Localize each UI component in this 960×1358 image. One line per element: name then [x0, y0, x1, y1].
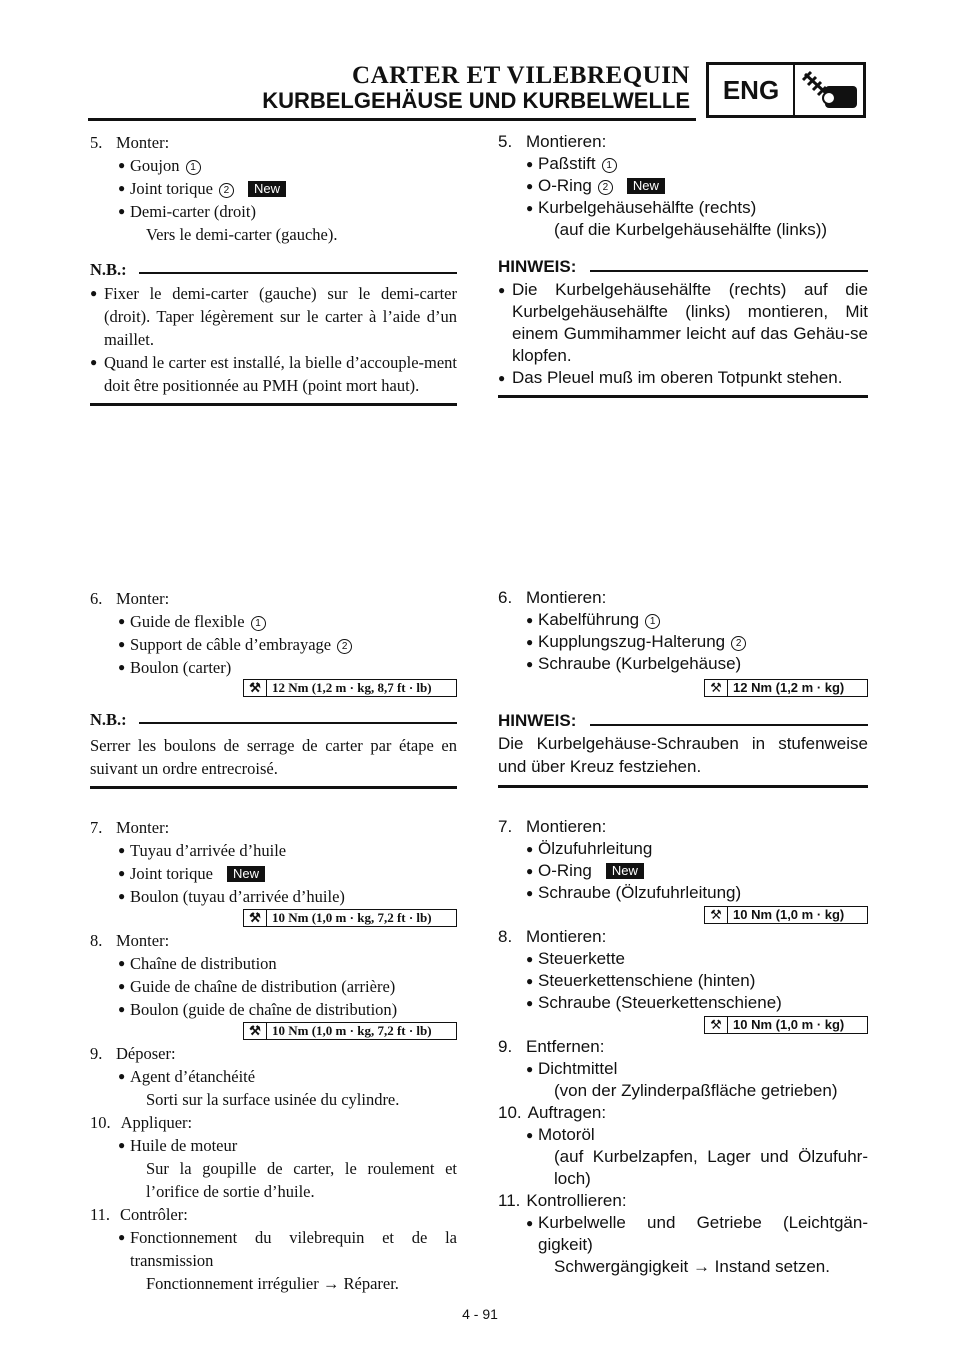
text: 11. — [498, 1191, 521, 1210]
text: Entfernen: — [526, 1037, 605, 1056]
text: 11. — [90, 1205, 111, 1224]
text: Fonctionnement du vilebrequin et de la transmission — [130, 1228, 457, 1270]
text: ● — [118, 1138, 126, 1152]
text: Goujon — [130, 156, 180, 175]
torque-spec — [243, 1022, 457, 1040]
wrench-icon: ⚒ — [244, 910, 267, 926]
text: Montieren: — [526, 132, 607, 151]
section-title-fr: CARTER ET VILEBREQUIN — [352, 62, 690, 89]
text: (von der Zylinderpaßfläche getrieben) — [554, 1081, 838, 1100]
callout-1: 1 — [186, 160, 201, 175]
text: ● — [526, 1128, 534, 1142]
text: Guide de flexible — [130, 612, 245, 631]
text: N.B.: — [90, 708, 131, 731]
fr-note-2 — [90, 708, 457, 789]
text: ● — [526, 613, 534, 627]
text: 10 Nm (1,0 m · kg) — [733, 907, 845, 922]
text: 2 — [598, 180, 613, 195]
text: ● — [118, 181, 126, 195]
text: ● — [118, 1002, 126, 1016]
text: Joint torique — [130, 179, 213, 198]
text: ● — [118, 843, 126, 857]
fr-step-6 — [90, 587, 457, 695]
text: ● — [526, 1216, 534, 1230]
text: Boulon (guide de chaîne de distribution) — [130, 1000, 398, 1019]
text: Das Pleuel muß im oberen Totpunkt stehen. — [512, 368, 843, 387]
text: Die Kurbelgehäusehälfte (rechts) auf die Kurbelgehäusehälfte (links) montieren, Mit einem Gummihammer leicht auf das Gehäu-se klopfen. — [512, 280, 868, 365]
text: Sur la goupille de carter, le roulement et l’orifice de sortie d’huile. — [146, 1159, 457, 1201]
text: Die Kurbelgehäuse-Schrauben in stufenweise und über Kreuz festziehen. — [498, 734, 868, 776]
text: ● — [118, 158, 126, 172]
text: Kupplungszug-Halterung — [538, 632, 726, 651]
text: 2 — [731, 636, 746, 651]
fr-note-1 — [90, 258, 457, 406]
text: Ölzufuhrleitung — [538, 839, 653, 858]
text: 2 — [337, 639, 352, 654]
new-badge: New — [606, 863, 644, 879]
text: ● — [526, 952, 534, 966]
text: Schwergängigkeit — [554, 1257, 689, 1276]
torque-spec — [704, 1016, 868, 1034]
text: 5. — [90, 133, 103, 152]
text: 5. — [498, 132, 513, 151]
text: Steuerkettenschiene (hinten) — [538, 971, 756, 990]
wrench-icon: ⚒ — [705, 1017, 728, 1033]
text: ● — [118, 1230, 126, 1244]
section-title-de: KURBELGEHÄUSE UND KURBELWELLE — [262, 88, 690, 113]
text: O-Ring — [538, 176, 592, 195]
de-steps-7-11 — [498, 816, 868, 1278]
chapter-badge — [706, 62, 866, 118]
fr-steps-7-11 — [90, 816, 457, 1295]
text: → — [692, 1257, 710, 1276]
text: ● — [526, 179, 534, 193]
text: Fixer le demi-carter (gauche) sur le demi-carter (droit). Taper légèrement sur le carter à l’aide d’un maillet. — [104, 284, 457, 349]
text: Quand le carter est installé, la bielle d’accouple-ment doit être positionnée au PMH (point mort haut). — [104, 353, 457, 395]
text: 12 Nm (1,2 m · kg) — [733, 680, 845, 695]
text: 10. — [498, 1103, 522, 1122]
text: Kurbelwelle und Getriebe (Leichtgän-gigkeit) — [538, 1213, 868, 1254]
text: ● — [498, 371, 506, 385]
text: Monter: — [116, 931, 170, 950]
text: ● — [118, 866, 126, 880]
text: Déposer: — [116, 1044, 176, 1063]
wrench-icon: ⚒ — [244, 680, 267, 696]
text: Boulon (carter) — [130, 658, 232, 677]
text: ● — [526, 201, 534, 215]
text: 10 Nm (1,0 m · kg, 7,2 ft · lb) — [272, 910, 432, 925]
text: 1 — [645, 614, 660, 629]
text: 7. — [90, 818, 103, 837]
text: Serrer les boulons de serrage de carter par étape en suivant un ordre entrecroisé. — [90, 736, 457, 778]
text: 9. — [90, 1044, 103, 1063]
wrench-icon: ⚒ — [244, 1023, 267, 1039]
engine-parts-icon — [799, 68, 863, 114]
text: Sorti sur la surface usinée du cylindre. — [146, 1090, 400, 1109]
text: O-Ring — [538, 861, 592, 880]
text: Montieren: — [526, 817, 607, 836]
text: ● — [118, 614, 126, 628]
text: Appliquer: — [120, 1113, 193, 1132]
text: Kurbelgehäusehälfte (rechts) — [538, 198, 757, 217]
text: Huile de moteur — [130, 1136, 238, 1155]
text: HINWEIS: — [498, 256, 580, 278]
text: Chaîne de distribution — [130, 954, 277, 973]
text: ● — [498, 283, 506, 297]
text: 10. — [90, 1113, 111, 1132]
text: Boulon (tuyau d’arrivée d’huile) — [130, 887, 345, 906]
text: 10 Nm (1,0 m · kg) — [733, 1017, 845, 1032]
text: Contrôler: — [120, 1205, 188, 1224]
text: Paßstift — [538, 154, 596, 173]
text: ● — [526, 842, 534, 856]
de-step-6 — [498, 587, 868, 695]
text: Support de câble d’embrayage — [130, 635, 332, 654]
text: Guide de chaîne de distribution (arrière) — [130, 977, 396, 996]
text: 8. — [498, 927, 513, 946]
text: ● — [118, 889, 126, 903]
fr-step-5 — [90, 131, 457, 246]
text: Steuerkette — [538, 949, 625, 968]
text: ● — [526, 635, 534, 649]
new-badge: New — [627, 178, 665, 194]
text: 10 Nm (1,0 m · kg, 7,2 ft · lb) — [272, 1023, 432, 1038]
text: 6. — [498, 588, 513, 607]
text: ● — [526, 974, 534, 988]
text: ● — [118, 1069, 126, 1083]
text: Monter: — [116, 589, 170, 608]
text: HINWEIS: — [498, 710, 580, 732]
text: Joint torique — [130, 864, 213, 883]
text: Instand setzen. — [714, 1257, 830, 1276]
de-step-5 — [498, 131, 868, 241]
text: ● — [526, 1062, 534, 1076]
text: Kontrollieren: — [526, 1191, 627, 1210]
new-badge: New — [248, 181, 286, 197]
text: ● — [118, 660, 126, 674]
text: ● — [526, 157, 534, 171]
header-rule — [88, 118, 696, 121]
text: ● — [526, 864, 534, 878]
text: 1 — [251, 616, 266, 631]
text: Monter: — [116, 818, 170, 837]
text: ● — [118, 956, 126, 970]
text: ● — [90, 355, 98, 369]
text: Montieren: — [526, 588, 607, 607]
text: (auf die Kurbelgehäusehälfte (links)) — [554, 220, 828, 239]
text: ● — [526, 996, 534, 1010]
text: 9. — [498, 1037, 513, 1056]
text: Schraube (Ölzufuhrleitung) — [538, 883, 742, 902]
text: Fonctionnement irrégulier — [146, 1274, 319, 1293]
de-note-1 — [498, 256, 868, 398]
torque-spec — [704, 906, 868, 924]
wrench-icon: ⚒ — [705, 680, 728, 696]
text: 6. — [90, 589, 103, 608]
text: ● — [90, 286, 98, 300]
text: Montieren: — [526, 927, 607, 946]
text: Schraube (Steuerkettenschiene) — [538, 993, 782, 1012]
text: Motoröl — [538, 1125, 595, 1144]
text: Dichtmittel — [538, 1059, 618, 1078]
text: (auf Kurbelzapfen, Lager und Ölzufuhr-loch) — [554, 1147, 868, 1188]
text: ● — [118, 979, 126, 993]
text: Agent d’étanchéité — [130, 1067, 256, 1086]
wrench-icon: ⚒ — [705, 907, 728, 923]
text: Schraube (Kurbelgehäuse) — [538, 654, 742, 673]
text: Tuyau d’arrivée d’huile — [130, 841, 287, 860]
text: Monter: — [116, 133, 170, 152]
torque-spec — [243, 909, 457, 927]
chapter-label: ENG — [709, 65, 795, 115]
text: Kabelführung — [538, 610, 640, 629]
torque-spec — [243, 679, 457, 697]
page-number: 4 - 91 — [462, 1306, 498, 1322]
text: ● — [118, 204, 126, 218]
text: 8. — [90, 931, 103, 950]
text: Auftragen: — [527, 1103, 607, 1122]
de-note-2 — [498, 710, 868, 788]
text: → — [322, 1274, 340, 1293]
text: ● — [526, 657, 534, 671]
text: ● — [118, 637, 126, 651]
text: ● — [526, 886, 534, 900]
text: Vers le demi-carter (gauche). — [146, 225, 338, 244]
new-badge: New — [227, 866, 265, 882]
callout-2: 2 — [219, 183, 234, 198]
note-label: N.B.: — [90, 258, 131, 281]
text: 1 — [602, 158, 617, 173]
text: Demi-carter (droit) — [130, 202, 256, 221]
torque-spec — [704, 679, 868, 697]
text: 7. — [498, 817, 513, 836]
text: Réparer. — [343, 1274, 399, 1293]
text: 12 Nm (1,2 m · kg, 8,7 ft · lb) — [272, 680, 432, 695]
